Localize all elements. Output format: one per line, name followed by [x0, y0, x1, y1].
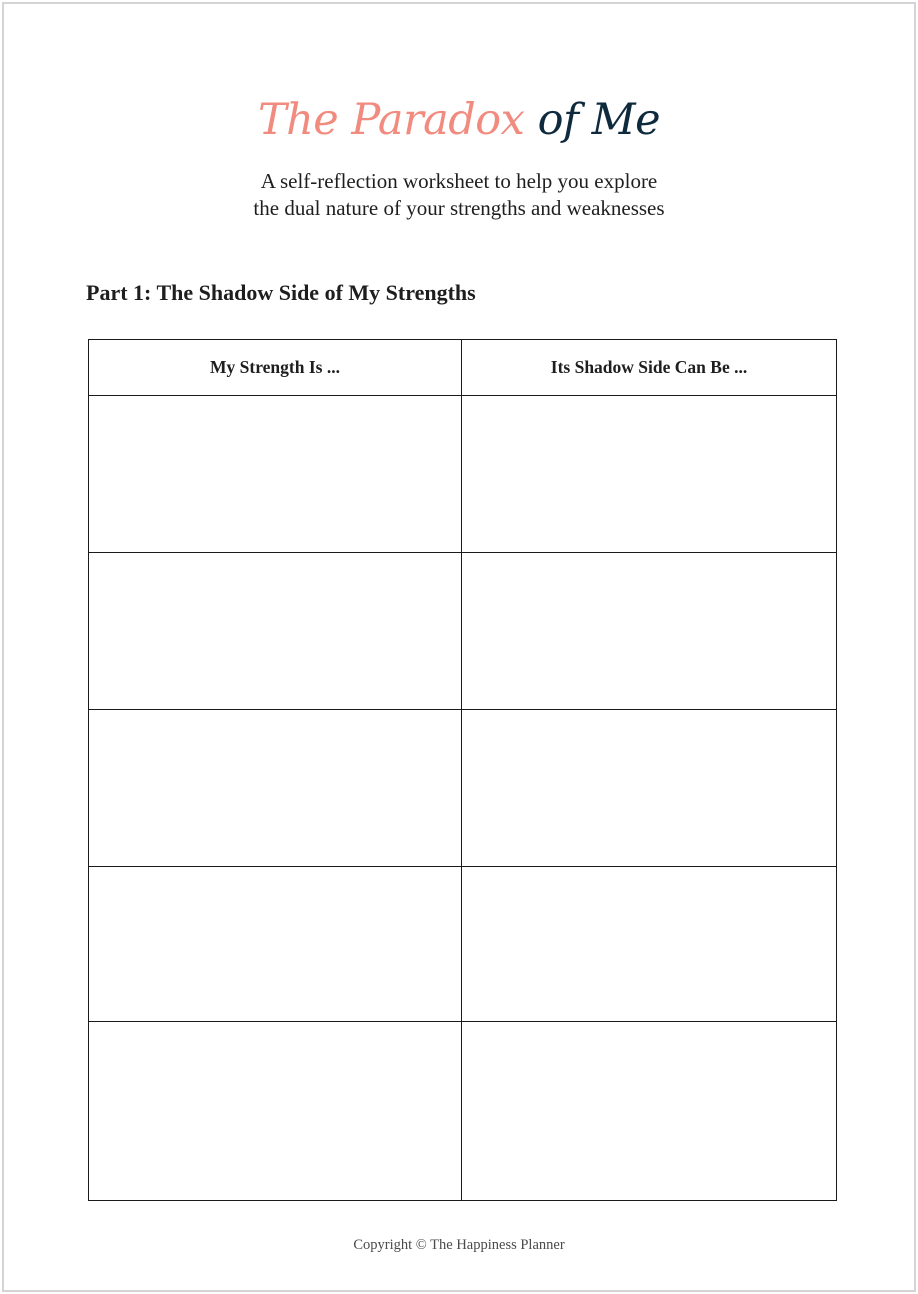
subtitle-line-1: A self-reflection worksheet to help you explore — [260, 169, 658, 193]
strength-cell[interactable] — [89, 553, 462, 710]
shadow-cell[interactable] — [462, 710, 837, 867]
header-my-strength: My Strength Is ... — [89, 340, 462, 396]
title-dark-text: of Me — [537, 95, 661, 145]
title-accent-text: The Paradox — [257, 95, 525, 145]
subtitle-line-2: the dual nature of your strengths and weaknesses — [253, 196, 665, 220]
header-shadow-side: Its Shadow Side Can Be ... — [462, 340, 837, 396]
shadow-cell[interactable] — [462, 396, 837, 553]
strength-cell[interactable] — [89, 396, 462, 553]
page-title — [4, 92, 914, 148]
shadow-cell[interactable] — [462, 867, 837, 1022]
strength-cell[interactable] — [89, 710, 462, 867]
worksheet-page — [2, 2, 916, 1292]
table-row — [89, 553, 837, 710]
table-row — [89, 396, 837, 553]
strengths-shadow-table — [88, 339, 837, 1201]
table-header-row — [89, 340, 837, 396]
table-row — [89, 1022, 837, 1201]
strength-cell[interactable] — [89, 1022, 462, 1201]
copyright-footer: Copyright © The Happiness Planner — [353, 1237, 565, 1253]
strength-cell[interactable] — [89, 867, 462, 1022]
shadow-cell[interactable] — [462, 1022, 837, 1201]
table-row — [89, 867, 837, 1022]
table-row — [89, 710, 837, 867]
section-title: Part 1: The Shadow Side of My Strengths — [86, 280, 476, 305]
subtitle — [4, 168, 914, 222]
shadow-cell[interactable] — [462, 553, 837, 710]
